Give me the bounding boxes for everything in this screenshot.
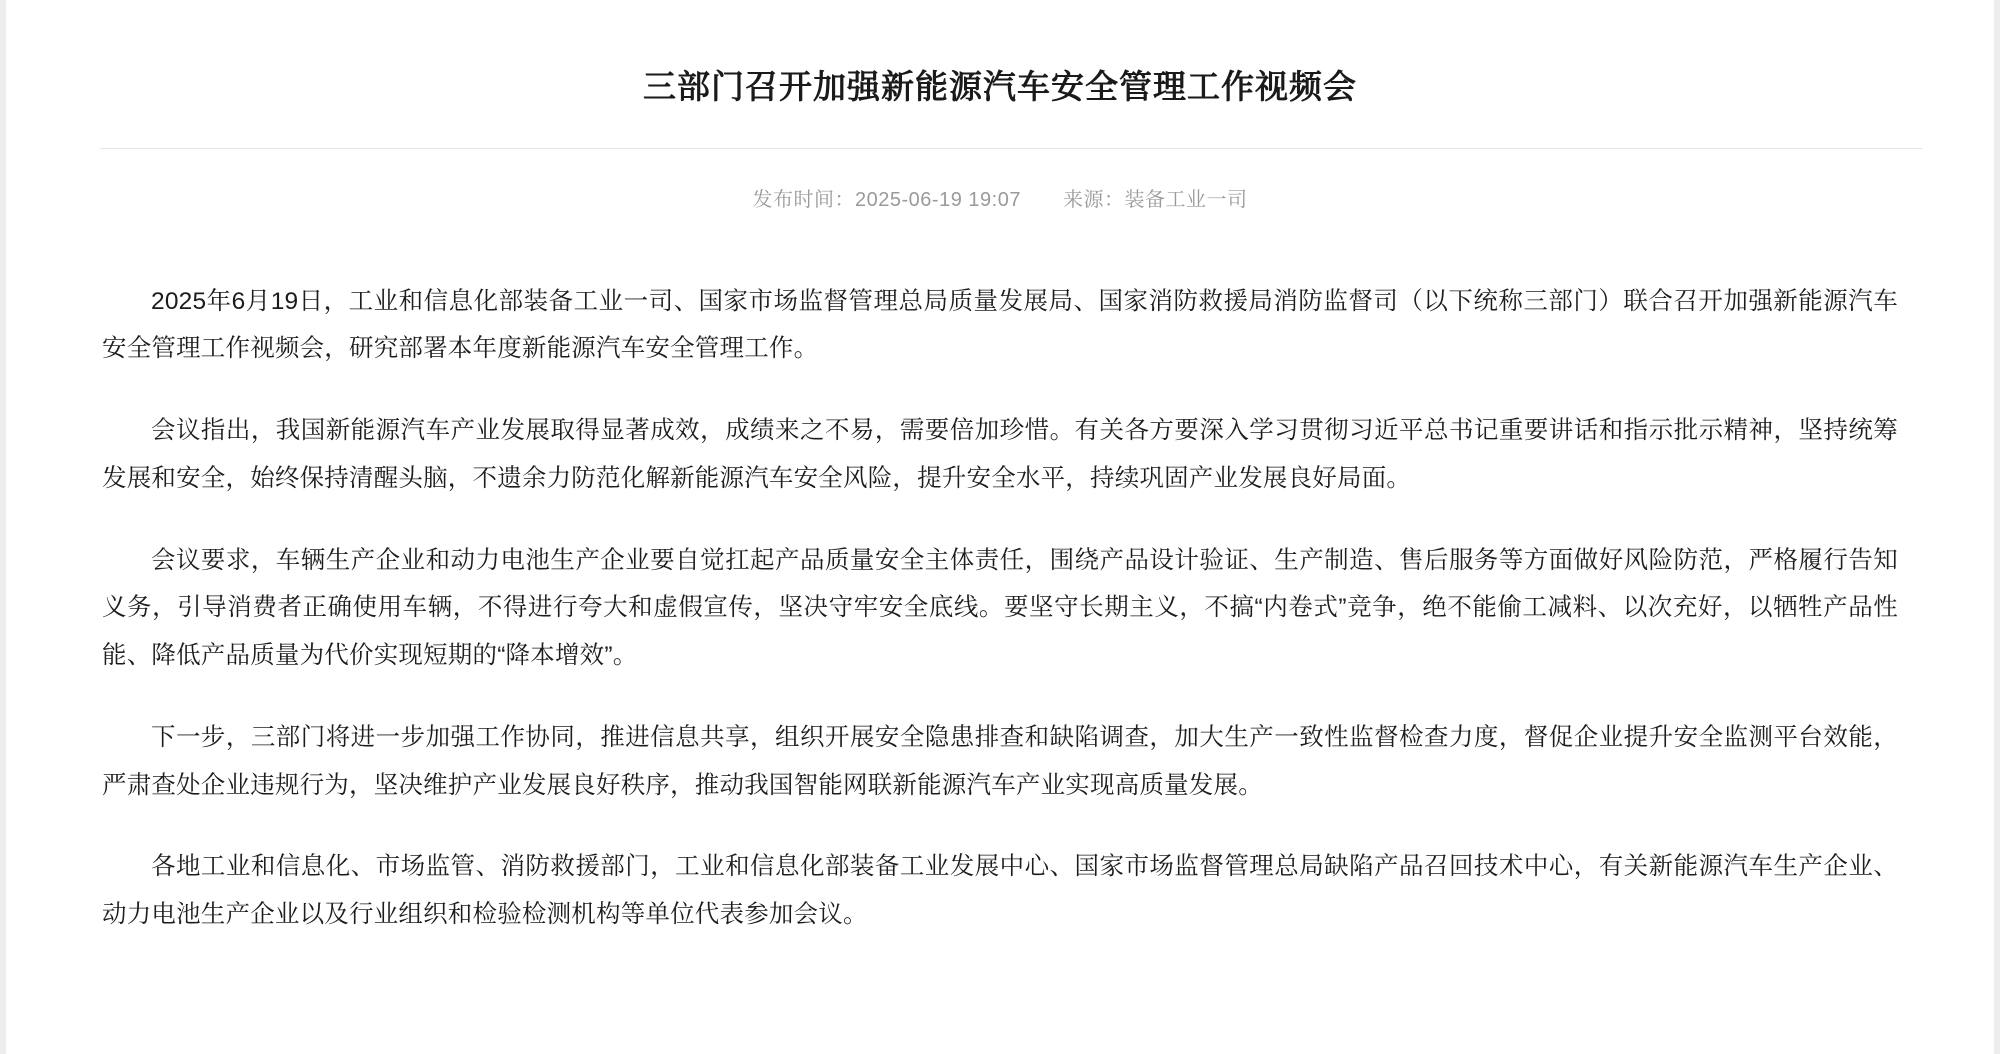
article-body (100, 278, 1900, 939)
article-paragraph: 会议指出，我国新能源汽车产业发展取得显著成效，成绩来之不易，需要倍加珍惜。有关各方要深入学习贯彻习近平总书记重要讲话和指示批示精神，坚持统筹发展和安全，始终保持清醒头脑，不遗余力防范化解新能源汽车安全风险，提升安全水平，持续巩固产业发展良好局面。 (102, 417, 1898, 492)
article-content (100, 0, 1900, 939)
page-title: 三部门召开加强新能源汽车安全管理工作视频会 (643, 68, 1357, 105)
page-right-edge (1994, 0, 2000, 1054)
source (1063, 183, 1248, 212)
title-divider (100, 148, 1922, 149)
article-meta (100, 183, 1900, 212)
source-label: 来源： (1062, 188, 1125, 211)
article-paragraph: 2025年6月19日，工业和信息化部装备工业一司、国家市场监督管理总局质量发展局、国家消防救援局消防监督司（以下统称三部门）联合召开加强新能源汽车安全管理工作视频会，研究部署本年度新能源汽车安全管理工作。 (102, 287, 1898, 363)
source-value: 装备工业一司 (1124, 188, 1248, 211)
article-paragraph: 各地工业和信息化、市场监管、消防救援部门，工业和信息化部装备工业发展中心、国家市场监督管理总局缺陷产品召回技术中心，有关新能源汽车生产企业、动力电池生产企业以及行业组织和检验检测机构等单位代表参加会议。 (102, 853, 1898, 929)
page-left-edge (0, 0, 6, 1054)
publish-time-label: 发布时间： (752, 188, 856, 211)
article-paragraph: 会议要求，车辆生产企业和动力电池生产企业要自觉扛起产品质量安全主体责任，围绕产品设计验证、生产制造、售后服务等方面做好风险防范，严格履行告知义务，引导消费者正确使用车辆，不得进行夸大和虚假宣传，坚决守牢安全底线。要坚守长期主义，不搞“内卷式”竞争，绝不能偷工减料、以次充好，以牺牲产品性能、降低产品质量为代价实现短期的“降本增效”。 (102, 546, 1898, 670)
publish-time (753, 183, 1021, 212)
article-paragraph: 下一步，三部门将进一步加强工作协同，推进信息共享，组织开展安全隐患排查和缺陷调查，加大生产一致性监督检查力度，督促企业提升安全监测平台效能，严肃查处企业违规行为，坚决维护产业发展良好秩序，推动我国智能网联新能源汽车产业实现高质量发展。 (102, 723, 1898, 799)
publish-time-value: 2025-06-19 19:07 (855, 188, 1021, 211)
